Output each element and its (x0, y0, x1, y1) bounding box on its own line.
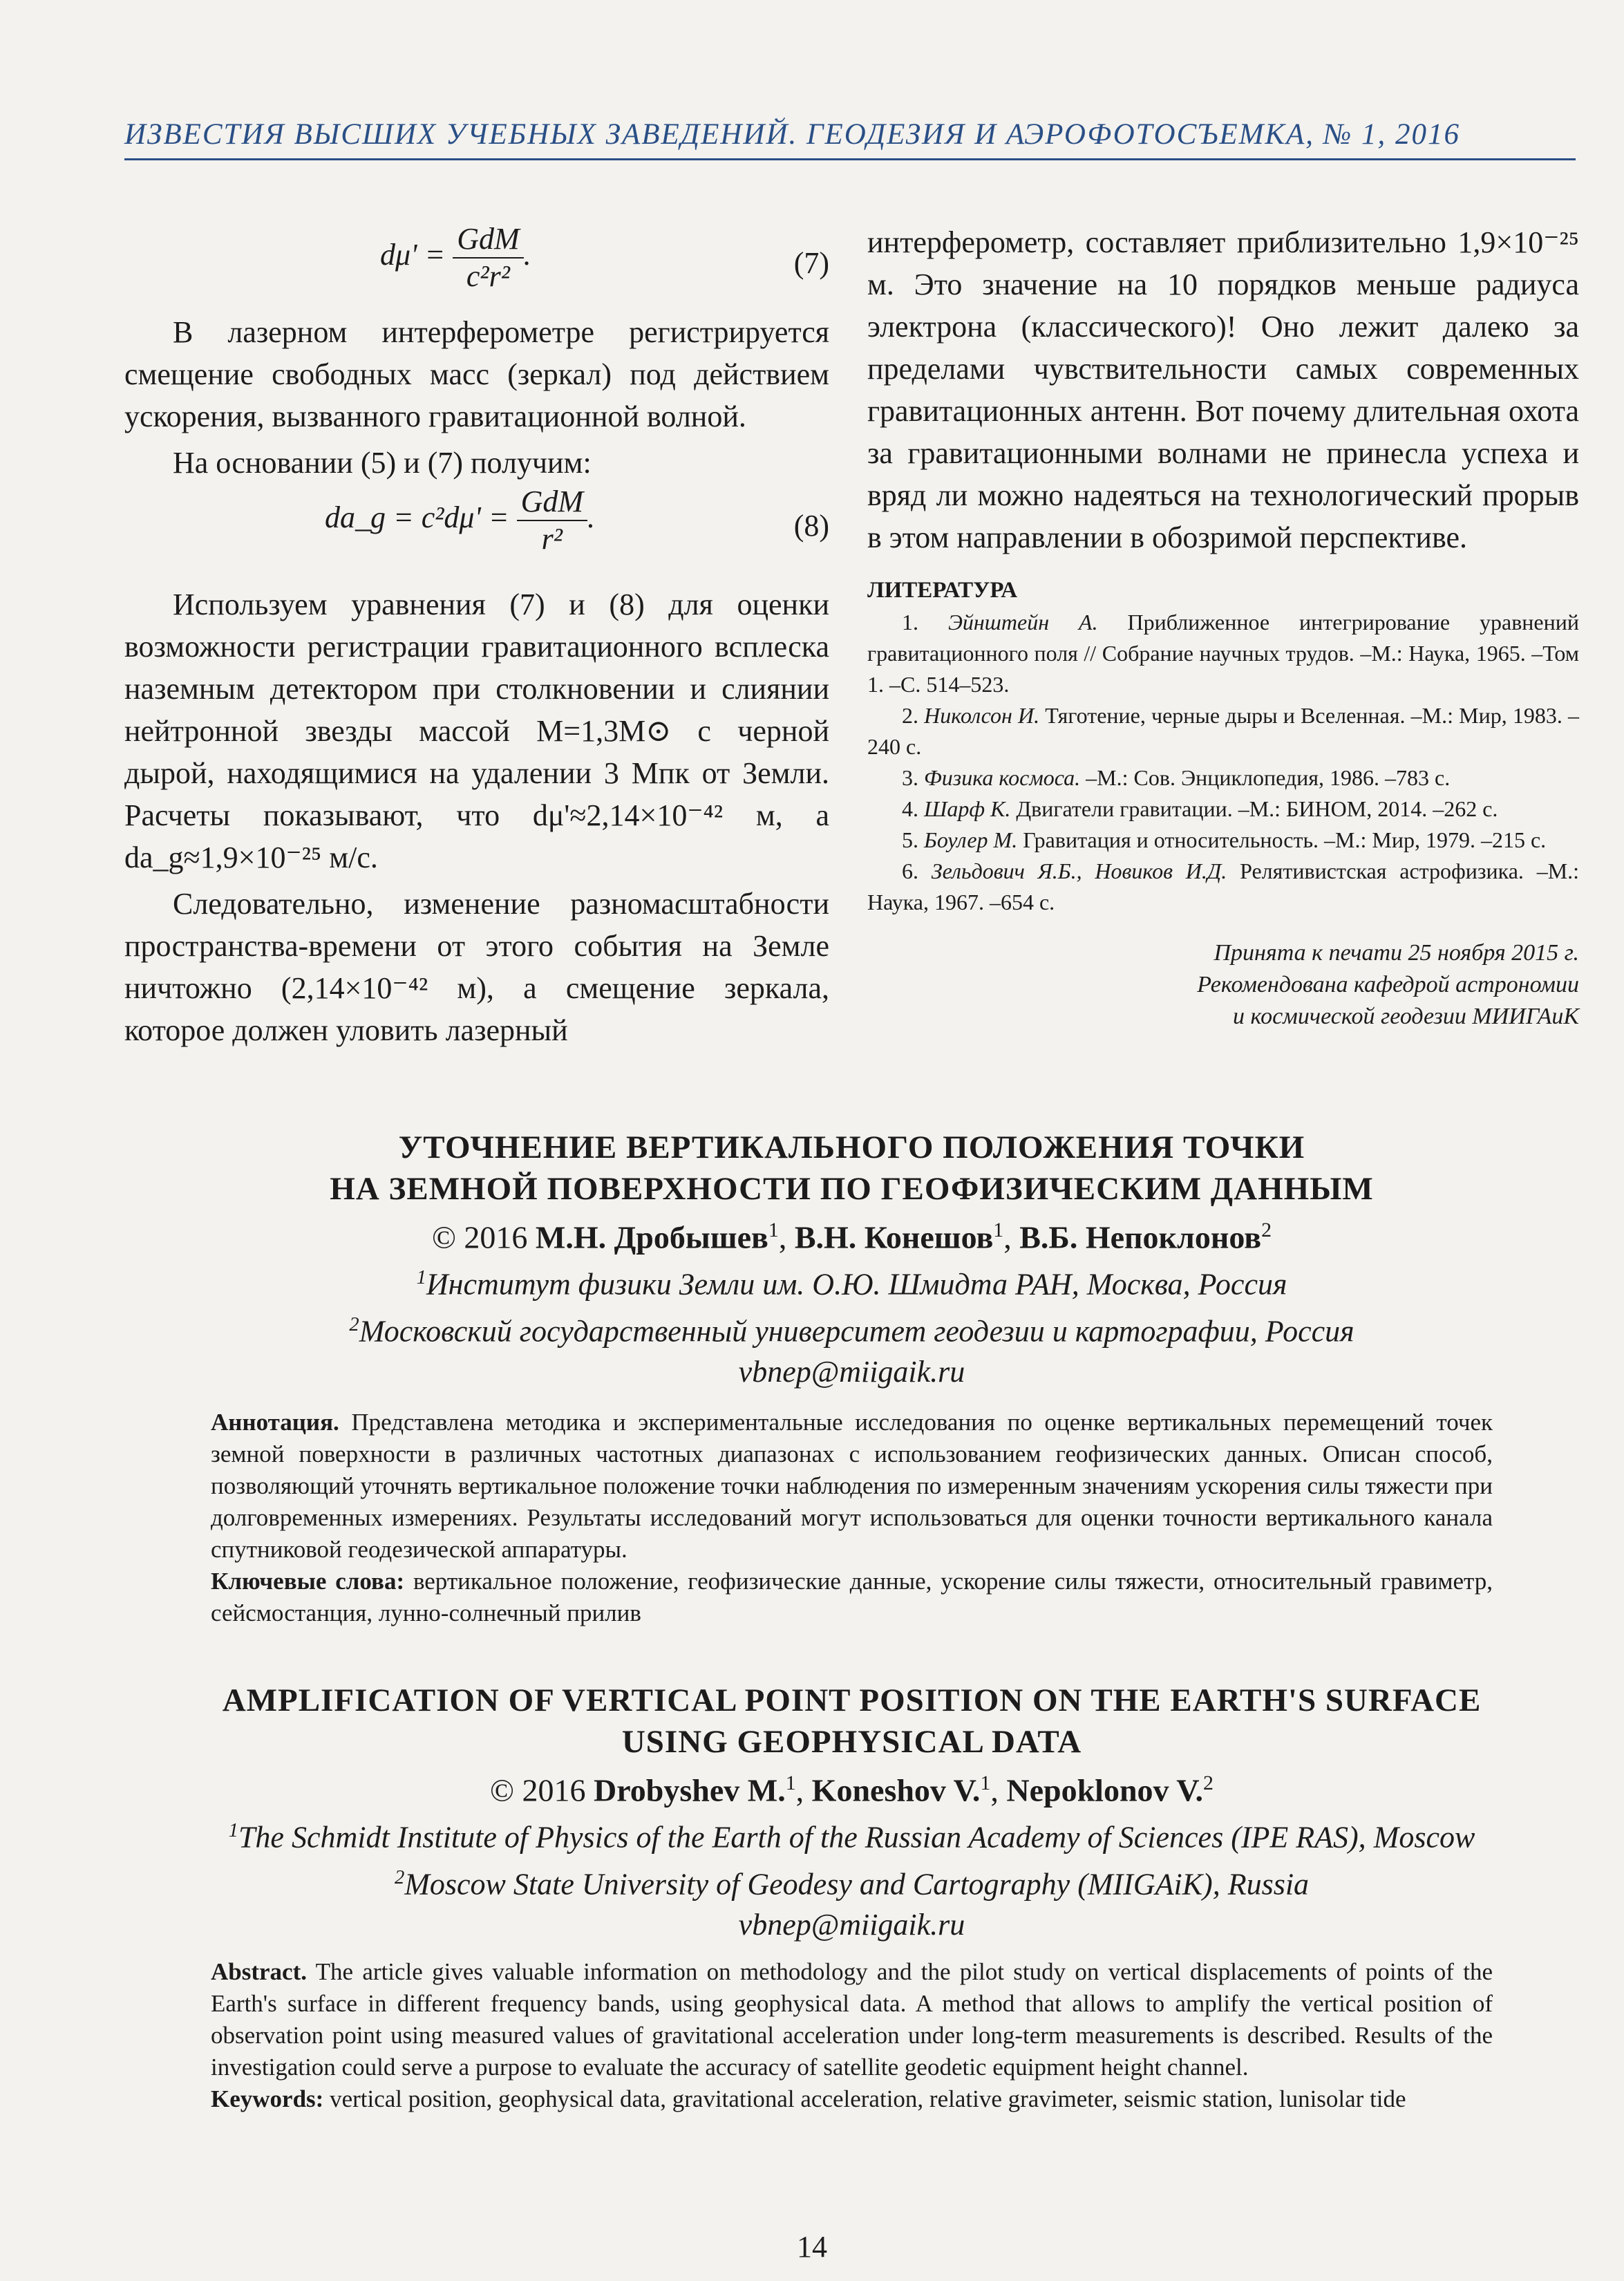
paragraph: Используем уравнения (7) и (8) для оценки возможности регистрации гравитационного всплеска наземным детектором при столкновении и слиянии нейтронной звезды массой M=1,3M⊙ с черной дырой, находящимися на удалении 3 Мпк от Земли. Расчеты показывают, что dμ'≈2,14×10⁻⁴² м, а da_g≈1,9×10⁻²⁵ м/с. (124, 588, 829, 874)
en-title-block (124, 1680, 1579, 1945)
paragraph: На основании (5) и (7) получим: (173, 446, 592, 480)
reference-item: 1. Эйнштейн А. Приближенное интегрирование уравнений гравитационного поля // Собрание научных трудов. –М.: Наука, 1965. –Том 1. –С. 514–523. (867, 610, 1579, 697)
en-abstract-text: Abstract. The article gives valuable information on methodology and the pilot study on vertical displacements of points of the Earth's surface in different frequency bands, using geophysical data. A method that allows to amplify the vertical position of observation point using measured values of gravitational acceleration under long-term measurements is described. Results of the investigation could serve a purpose to evaluate the accuracy of satellite geodetic equipment height channel. (211, 1958, 1493, 2081)
eq7-tail: . (523, 238, 531, 272)
paragraph: Следовательно, изменение разномасштабности пространства-времени от этого события на Земле ничтожно (2,14×10⁻⁴² м), а смещение зеркала, которое должен уловить лазерный (124, 887, 829, 1047)
ru-affiliation-2: $^2$Московский государственный университет геодезии и картографии, Россия (349, 1313, 1354, 1349)
paragraph: интерферометр, составляет приблизительно 1,9×10⁻²⁵ м. Это значение на 10 порядков меньше радиуса электрона (классического)! Оно лежит далеко за пределами чувствительности самых современных гравитационных антенн. Вот почему длительная охота за гравитационными волнами не принесла успеха и вряд ли можно надеяться на технологический прорыв в этом направлении в обозримой перспективе. (867, 225, 1579, 554)
eq8-denominator: r² (541, 522, 563, 556)
ru-title-line2: НА ЗЕМНОЙ ПОВЕРХНОСТИ ПО ГЕОФИЗИЧЕСКИМ ДАННЫМ (330, 1171, 1374, 1207)
eq7-fraction (453, 221, 523, 294)
en-title-line2: USING GEOPHYSICAL DATA (621, 1724, 1082, 1760)
en-title-line1: AMPLIFICATION OF VERTICAL POINT POSITION ON THE EARTH'S SURFACE (222, 1682, 1482, 1718)
eq8-tail: . (587, 500, 596, 535)
en-abstract (211, 1956, 1493, 2115)
references-title: ЛИТЕРАТУРА (867, 578, 1018, 603)
ru-title-line1: УТОЧНЕНИЕ ВЕРТИКАЛЬНОГО ПОЛОЖЕНИЯ ТОЧКИ (398, 1129, 1305, 1165)
equation-7 (124, 221, 829, 311)
ru-affiliation-1: $^1$Институт физики Земли им. О.Ю. Шмидта РАН, Москва, Россия (416, 1267, 1287, 1302)
equation-8 (124, 484, 829, 574)
en-keywords: Keywords: vertical position, geophysical data, gravitational acceleration, relative gravimeter, seismic station, lunisolar tide (211, 2085, 1406, 2112)
ru-abstract-text: Аннотация. Представлена методика и экспериментальные исследования по оценке вертикальных перемещений точек земной поверхности в различных частотных диапазонах с использованием геофизических данных. Описан способ, позволяющий уточнять вертикальное положение точки наблюдения по измеренным значениям ускорения силы тяжести при долговременных измерениях. Результаты исследований могут использоваться для оценки точности вертикального канала спутниковой геодезической аппаратуры. (211, 1409, 1493, 1563)
page-number: 14 (797, 2230, 827, 2264)
eq7-denominator: c²r² (466, 259, 510, 293)
right-column (867, 221, 1579, 1033)
en-email: vbnep@miigaik.ru (738, 1907, 965, 1942)
journal-header: ИЗВЕСТИЯ ВЫСШИХ УЧЕБНЫХ ЗАВЕДЕНИЙ. ГЕОДЕЗИЯ И АЭРОФОТОСЪЕМКА, № 1, 2016 (124, 118, 1576, 160)
ru-title-block (124, 1127, 1579, 1392)
ru-email: vbnep@miigaik.ru (738, 1354, 965, 1389)
ru-abstract (211, 1407, 1493, 1629)
en-authors: © 2016 Drobyshev M.$^1$, Koneshov V.$^1$, Nepoklonov V.$^2$ (490, 1772, 1214, 1808)
eq8-numerator: GdM (517, 484, 587, 521)
eq8-lhs: da_g = c²dμ' = (325, 500, 509, 535)
ru-authors: © 2016 М.Н. Дробышев$^1$, В.Н. Конешов$^1$, В.Б. Непоклонов$^2$ (431, 1219, 1272, 1255)
en-affiliation-2: $^2$Moscow State University of Geodesy and Cartography (MIIGAiK), Russia (394, 1866, 1310, 1902)
references-list (867, 607, 1579, 918)
left-column (124, 221, 829, 1051)
eq7-label: (7) (793, 246, 829, 280)
eq7-numerator: GdM (453, 221, 523, 259)
en-affiliation-1: $^1$The Schmidt Institute of Physics of the Earth of the Russian Academy of Sciences (IPE RAS), Moscow (228, 1820, 1475, 1855)
eq7-lhs: dμ' = (380, 238, 446, 272)
paragraph: В лазерном интерферометре регистрируется смещение свободных масс (зеркал) под действием ускорения, вызванного гравитационной волной. (124, 315, 829, 433)
acceptance-note: Принята к печати 25 ноября 2015 г. Рекомендована кафедрой астрономии и космической геодезии МИИГАиК (1197, 940, 1579, 1029)
eq8-fraction (517, 484, 587, 557)
reference-item: 2. Николсон И. Тяготение, черные дыры и Вселенная. –М.: Мир, 1983. –240 с. (867, 703, 1580, 759)
reference-item: 6. Зельдович Я.Б., Новиков И.Д. Релятивистская астрофизика. –М.: Наука, 1967. –654 с. (867, 858, 1580, 914)
eq8-label: (8) (793, 509, 829, 543)
reference-item: 3. Физика космоса. –М.: Сов. Энциклопедия, 1986. –783 с. (902, 765, 1451, 790)
reference-item: 5. Боулер М. Гравитация и относительность. –М.: Мир, 1979. –215 с. (902, 827, 1547, 852)
ru-keywords: Ключевые слова: вертикальное положение, геофизические данные, ускорение силы тяжести, относительный гравиметр, сейсмостанция, лунно-солнечный прилив (211, 1568, 1493, 1626)
reference-item: 4. Шарф К. Двигатели гравитации. –М.: БИНОМ, 2014. –262 с. (902, 796, 1498, 821)
